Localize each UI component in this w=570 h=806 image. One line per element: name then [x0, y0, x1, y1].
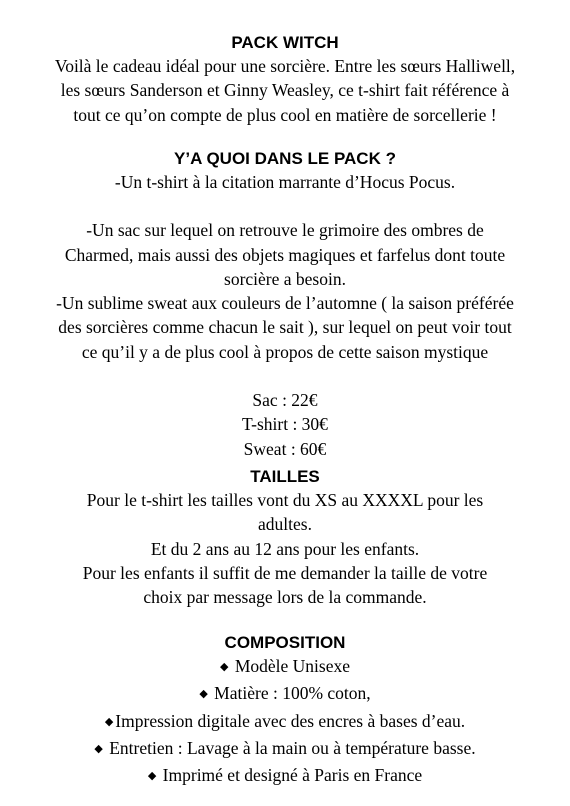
section-pack-witch	[0, 32, 570, 127]
composition-item	[0, 736, 570, 763]
sizes-line-2: adultes.	[258, 514, 312, 535]
contents-tshirt-line: -Un t-shirt à la citation marrante d’Hocus Pocus.	[114, 172, 456, 192]
section-title-sizes: TAILLES	[250, 467, 320, 486]
composition-item-label: Matière : 100% coton,	[214, 683, 371, 704]
sizes-line-4: Pour les enfants il suffit de me demander la taille de votre	[82, 562, 488, 583]
diamond-bullet-icon: ◆	[199, 688, 208, 701]
section-composition	[0, 632, 570, 790]
section-title-pack-witch: PACK WITCH	[231, 33, 339, 52]
diamond-bullet-icon: ◆	[147, 770, 157, 783]
section-title-pack-contents: Y’A QUOI DANS LE PACK ?	[174, 149, 396, 168]
price-tshirt: T-shirt : 30€	[242, 414, 328, 435]
section-title-composition: COMPOSITION	[224, 633, 346, 652]
composition-item	[0, 654, 570, 681]
contents-sweat-line-2: des sorcières comme chacun le sait ), sur lequel on peut voir tout	[58, 317, 512, 338]
composition-item-label: Entretien : Lavage à la main ou à température basse.	[109, 737, 476, 758]
spacer	[0, 194, 570, 218]
diamond-bullet-icon: ◆	[94, 742, 103, 755]
spacer	[0, 364, 570, 388]
diamond-bullet-icon: ◆	[104, 715, 114, 728]
sizes-line-5: choix par message lors de la commande.	[143, 587, 427, 608]
intro-line-3: tout ce qu’on compte de plus cool en matière de sorcellerie !	[73, 104, 497, 125]
section-sizes	[0, 466, 570, 609]
composition-item-label: Imprimé et designé à Paris en France	[162, 765, 423, 786]
composition-item	[0, 709, 570, 736]
composition-item	[0, 681, 570, 708]
sizes-line-3: Et du 2 ans au 12 ans pour les enfants.	[150, 538, 420, 559]
contents-sweat-line-3: ce qu’il y a de plus cool à propos de cette saison mystique	[81, 341, 489, 362]
contents-bag-line-3: sorcière a besoin.	[224, 268, 346, 289]
composition-item-label: Impression digitale avec des encres à bases d’eau.	[115, 710, 466, 731]
sizes-line-1: Pour le t-shirt les tailles vont du XS au XXXXL pour les	[86, 490, 484, 510]
price-sweat: Sweat : 60€	[243, 438, 327, 459]
contents-sweat-line-1: -Un sublime sweat aux couleurs de l’automne ( la saison préférée	[56, 293, 514, 314]
section-pack-contents	[0, 148, 570, 461]
intro-line-2: les sœurs Sanderson et Ginny Weasley, ce t-shirt fait référence à	[60, 80, 510, 101]
composition-item-label: Modèle Unisexe	[234, 656, 351, 676]
composition-item	[0, 763, 570, 790]
intro-line-1: Voilà le cadeau idéal pour une sorcière. Entre les sœurs Halliwell,	[54, 56, 516, 76]
contents-bag-line-2: Charmed, mais aussi des objets magiques et farfelus dont toute	[64, 244, 506, 265]
contents-bag-line-1: -Un sac sur lequel on retrouve le grimoire des ombres de	[86, 220, 484, 241]
price-bag: Sac : 22€	[252, 390, 318, 411]
diamond-bullet-icon: ◆	[219, 661, 229, 673]
